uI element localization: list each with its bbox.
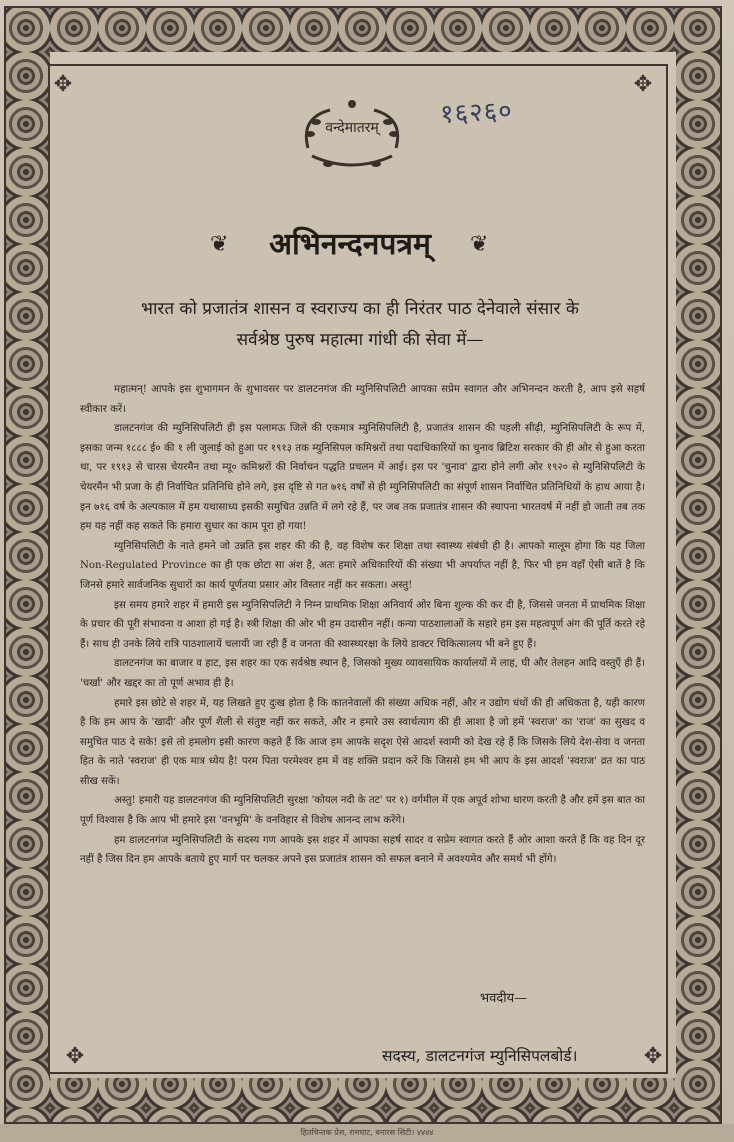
emblem-motto: वन्देमातरम् bbox=[325, 120, 379, 136]
corner-ornament-top-left: ✥ bbox=[53, 72, 73, 97]
body-paragraph: डालटनगंज का बाजार व हाट, इस शहर का एक सर्वश्रेष्ठ स्थान है, जिसको मुख्य व्यावसायिक कार्यालयों में लाह, घी और तेलहन आदि वस्तुएँ ही हैं। 'चर्खा' और खद्दर का तो पूर्ण अभाव ही है। bbox=[80, 658, 645, 689]
body-paragraph: हम डालटनगंज म्युनिसिपलिटी के सदस्य गण आपके इस शहर में आपका सहर्ष सादर व सप्रेम स्वागत करते हैं ओर आशा करते हैं कि वह दिन दूर नहीं है जिस दिन हम आपके बताये हुए मार्ग पर चलकर अपने इस प्रजातंत्र शासन को सफल बनाने में अवश्यमेव और समर्थ भी होंगे। bbox=[80, 834, 645, 866]
wreath-emblem bbox=[290, 98, 414, 178]
subtitle-line: भारत को प्रजातंत्र शासन व स्वराज्य का ही निरंतर पाठ देनेवाले संसार के bbox=[141, 299, 579, 319]
body-paragraph: अस्तु! हमारी यह डालटनगंज की म्युनिसिपलिटी सुरक्षा 'कोयल नदी के तट' पर १) वर्गमील में एक अपूर्व शोभा धारण करती है और हमें इस बात का पूर्ण विश्वास है कि आप भी हमारे इस 'वनभूमि' के वनविहार से विशेष आनन्द लाभ करेंगे। bbox=[80, 795, 645, 827]
title-ornament-right: ❦ bbox=[470, 232, 489, 257]
title-ornament-left: ❦ bbox=[210, 232, 229, 257]
corner-ornament-bottom-right: ✥ bbox=[643, 1044, 663, 1069]
address-body bbox=[80, 380, 645, 870]
corner-ornament-top-right: ✥ bbox=[633, 72, 653, 97]
corner-ornament-bottom-left: ✥ bbox=[65, 1044, 85, 1069]
subtitle bbox=[80, 294, 640, 356]
document-title: अभिनन्दनपत्रम् bbox=[269, 227, 431, 262]
subtitle-line: सर्वश्रेष्ठ पुरुष महात्मा गांधी की सेवा में— bbox=[236, 330, 484, 350]
signature: सदस्य, डालटनगंज म्युनिसिपलबोर्ड। bbox=[382, 1047, 578, 1065]
handwritten-note: १६२६० bbox=[439, 96, 514, 130]
body-paragraph: महात्मन्! आपके इस शुभागमन के शुभावसर पर डालटनगंज की म्युनिसिपलिटी आपका सप्रेम स्वागत और अभिनन्दन करती है, आप इसे सहर्ष स्वीकार करें। bbox=[80, 384, 645, 415]
body-paragraph: हमारे इस छोटे से शहर में, यह लिखते हुए दुःख होता है कि कातनेवालों की संख्या अधिक नहीं, और न उद्योग धंधों की ही अधिकता है, यही कारण है कि हम आप के 'खादी' और पूर्ण शैली से संतुष्ट नहीं कर सकते, और न हमारे उस स्वार्थत्याग की ही आशा है जो हमें 'स्वराज' का 'राज' का सुखद व समुचित पाठ दे सके! इसे तो हमलोग इसी कारण कहते हैं कि आज हम आपके सदृश ऐसे आदर्श स्वामी को देख रहे हैं कि जिसके लिये देश-सेवा व जनता हित के नाते 'स्वराज' ही एक मात्र ध्येय है! परम पिता परमेश्वर हम में वह शक्ति प्रदान करें कि जिससे हम भी आप के इस आदर्श 'स्वराज' व्रत का पाठ सीख सकें। bbox=[80, 697, 645, 787]
closing-salutation: भवदीय— bbox=[480, 991, 528, 1006]
body-paragraph: डालटनगंज की म्युनिसिपलिटी ही इस पलामऊ जिले की एकमात्र म्युनिसिपलिटी है, प्रजातंत्र शासन की पहली सीढ़ी, म्युनिसिपलिटी के रूप में, इसका जन्म १८८८ ई० की १ ली जुलाई को हुआ पर १९१३ तक म्युनिसिपल कमिश्नरों तथा पदाधिकारियों का चुनाव ब्रिटिश सरकार की ही ओर से हुआ करता था, पर १९१३ से चारस चेयरमैन तथा म्यू० कमिश्नरों की निर्वाचन पद्धति प्रचलन में आई। इस पर 'चुनाव' द्वारा होने लगी ओर १९२० से म्युनिसिपलिटी के चेयरमैन भी प्रजा के ही निर्वाचित प्रतिनिधि होने लगे, इस दृष्टि से गत ७१६ वर्षों से ही म्युनिसिपलिटी का संपूर्ण शासन निर्वाचित प्रतिनिधियों के हाथ आया है। इन ७१६ वर्ष के अल्पकाल में हम यथासाध्य इसकी समुचित उन्नति में लगे रहे हैं, पर जब तक प्रजातंत्र शासन की स्थापना भारतवर्ष में नहीं हो जाती तब तक हम यह नहीं कह सकते कि हमारा सुधार का काम पूरा हो गया! bbox=[80, 423, 645, 533]
body-paragraph: म्युनिसिपलिटी के नाते हमने जो उन्नति इस शहर की की है, वह विशेष कर शिक्षा तथा स्वास्थ्य संबंधी ही है। आपको मालूम होगा कि यह जिला Non-Regulated Province का ही एक छोटा सा अंश है, अतः हमारे अधिकारियों की संख्या भी अपर्याप्त नहीं है, फिर भी हम वहाँ ऐसी बातें है कि जिनसे हमारे सार्वजनिक सुधारों का कार्य पूर्णतया प्रसार ओर विस्तार नहीं कर सकता। अस्तु! bbox=[80, 540, 645, 591]
printer-footer: हितचिन्तक प्रेस, रामघाट, बनारस सिटी। ४४४४ bbox=[0, 1124, 734, 1142]
body-paragraph: इस समय हमारे शहर में हमारी इस म्युनिसिपलिटी ने निम्न प्राथमिक शिक्षा अनिवार्य ओर बिना शुल्क की कर दी है, जिससे जनता में प्राथमिक शिक्षा के प्रचार की पूरी संभावना व आशा हो गई है। स्त्री शिक्षा की ओर भी हम उदासीन नहीं। कन्या पाठशालाओं के सहारे हम इस महत्वपूर्ण अंग की पूर्ति करते रहे हैं। साथ ही उनके लिये रात्रि पाठशालायें चलायी जा रही हैं व जनता की स्वास्थ्यरक्षा के लिये डाक्टर चिकित्सालय भी बने हुए हैं। bbox=[80, 599, 645, 650]
